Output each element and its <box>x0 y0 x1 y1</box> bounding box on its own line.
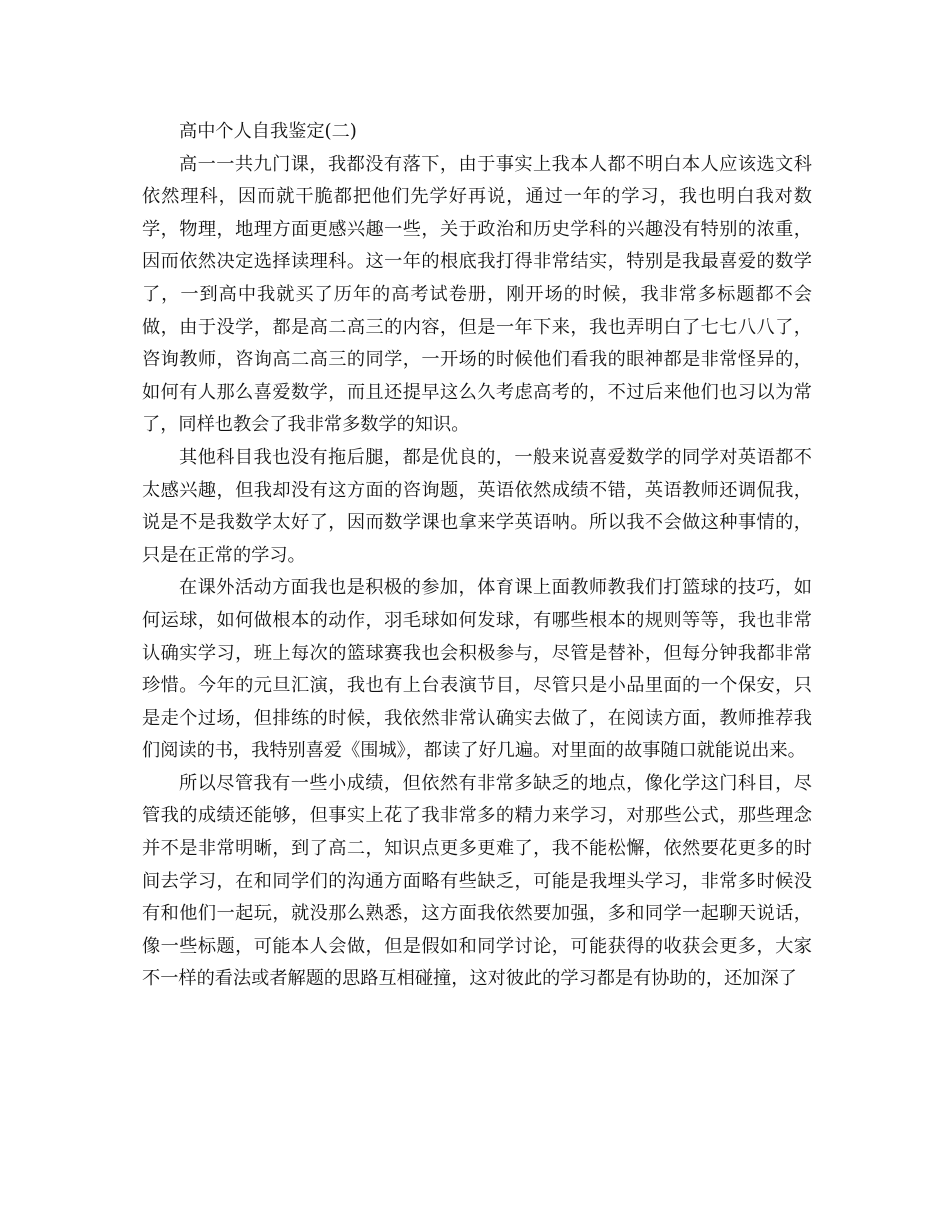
paragraph-2: 其他科目我也没有拖后腿，都是优良的，一般来说喜爱数学的同学对英语都不太感兴趣，但我却没有这方面的咨询题，英语依然成绩不错，英语教师还调侃我，说是不是我数学太好了，因而数学课也拿来学英语呐。所以我不会做这种事情的，只是在正常的学习。 <box>142 446 812 566</box>
paragraph-4: 所以尽管我有一些小成绩，但依然有非常多缺乏的地点，像化学这门科目，尽管我的成绩还能够，但事实上花了我非常多的精力来学习，对那些公式，那些理念并不是非常明晰，到了高二，知识点更多更难了，我不能松懈，依然要花更多的时间去学习，在和同学们的沟通方面略有些缺乏，可能是我埋头学习，非常多时候没有和他们一起玩，就没那么熟悉，这方面我依然要加强，多和同学一起聊天说话，像一些标题，可能本人会做，但是假如和同学讨论，可能获得的收获会更多，大家不一样的看法或者解题的思路互相碰撞，这对彼此的学习都是有协助的，还加深了 <box>142 772 812 990</box>
paragraph-1: 高一一共九门课，我都没有落下，由于事实上我本人都不明白本人应该选文科依然理科，因而就干脆都把他们先学好再说，通过一年的学习，我也明白我对数学，物理，地理方面更感兴趣一些，关于政治和历史学科的兴趣没有特别的浓重，因而依然决定选择读理科。这一年的根底我打得非常结实，特别是我最喜爱的数学了，一到高中我就买了历年的高考试卷册，刚开场的时候，我非常多标题都不会做，由于没学，都是高二高三的内容，但是一年下来，我也弄明白了七七八八了，咨询教师，咨询高二高三的同学，一开场的时候他们看我的眼神都是非常怪异的，如何有人那么喜爱数学，而且还提早这么久考虑高考的，不过后来他们也习以为常了，同样也教会了我非常多数学的知识。 <box>142 153 812 436</box>
document-title: 高中个人自我鉴定(二) <box>179 121 357 142</box>
document-body <box>142 116 812 996</box>
paragraph-3: 在课外活动方面我也是积极的参加，体育课上面教师教我们打篮球的技巧，如何运球，如何做根本的动作，羽毛球如何发球，有哪些根本的规则等等，我也非常认确实学习，班上每次的篮球赛我也会积极参与，尽管是替补，但每分钟我都非常珍惜。今年的元旦汇演，我也有上台表演节目，尽管只是小品里面的一个保安，只是走个过场，但排练的时候，我依然非常认确实去做了，在阅读方面，教师推荐我们阅读的书，我特别喜爱《围城》，都读了好几遍。对里面的故事随口就能说出来。 <box>142 577 812 762</box>
